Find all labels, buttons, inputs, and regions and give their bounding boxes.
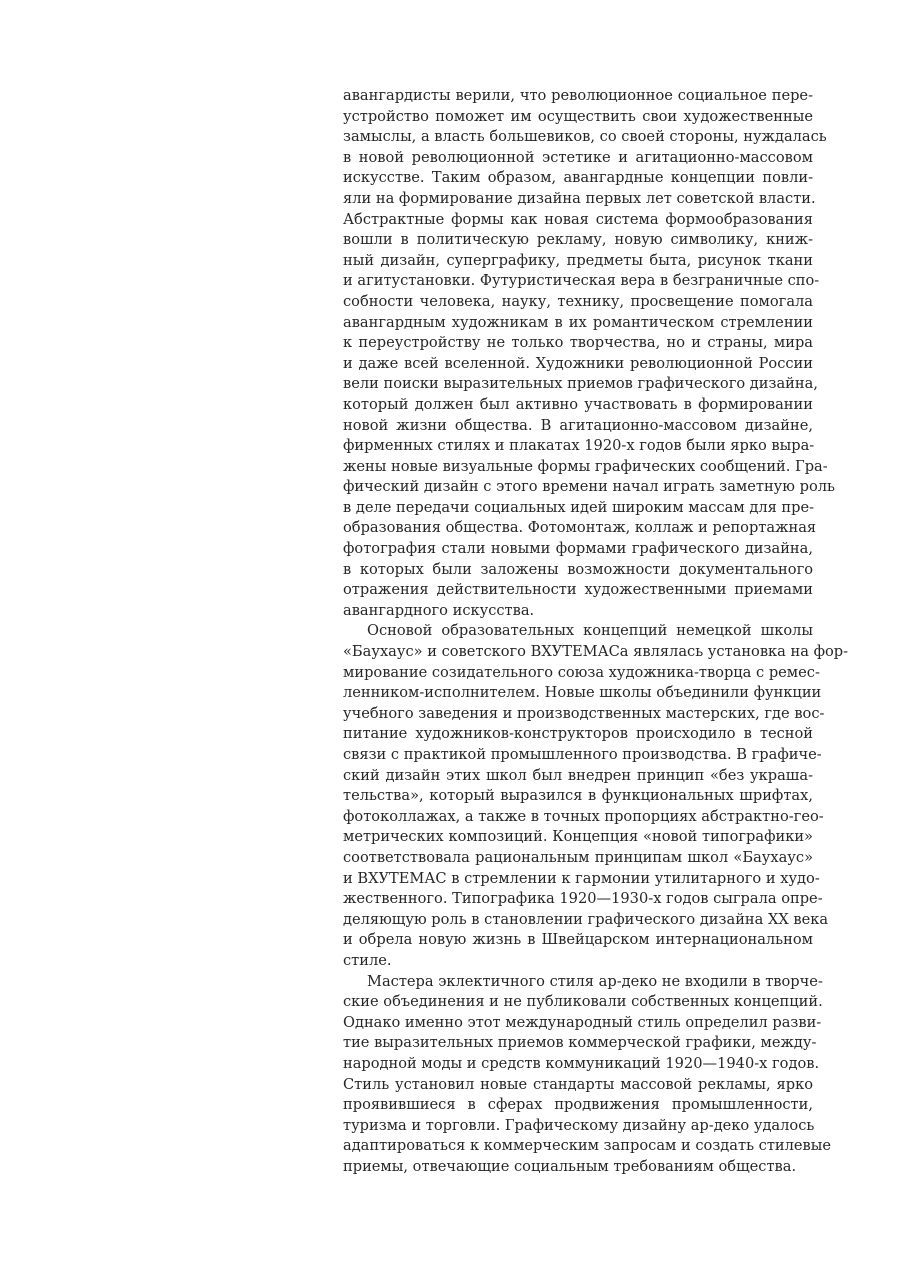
text-line: в которых были заложены возможности документального <box>343 560 813 578</box>
text-line: тие выразительных приемов коммерческой графики, между- <box>343 1034 817 1052</box>
text-line: Стиль установил новые стандарты массовой рекламы, ярко <box>343 1075 813 1093</box>
text-line: деляющую роль в становлении графического дизайна XX века <box>343 910 829 928</box>
text-line: устройство поможет им осуществить свои художественные <box>343 107 813 125</box>
text-line: новой жизни общества. В агитационно-массовом дизайне, <box>343 416 813 434</box>
text-line: учебного заведения и производственных мастерских, где вос- <box>343 704 825 722</box>
text-line: соответствовала рациональным принципам школ «Баухаус» <box>343 848 813 866</box>
text-line: жественного. Типографика 1920—1930-х годов сыграла опре- <box>343 890 823 908</box>
text-line: вошли в политическую рекламу, новую символику, книж- <box>343 231 813 249</box>
text-line: народной моды и средств коммуникаций 1920—1940-х годов. <box>343 1054 820 1072</box>
text-line: Однако именно этот международный стиль определил разви- <box>343 1013 822 1031</box>
text-line: отражения действительности художественными приемами <box>343 581 813 599</box>
text-line: связи с практикой промышленного производства. В графиче- <box>343 746 822 763</box>
text-line: яли на формирование дизайна первых лет советской власти. <box>343 189 816 207</box>
text-line: фический дизайн с этого времени начал играть заметную роль <box>343 478 835 496</box>
paragraph-bauhaus-vkhutemas <box>343 621 849 971</box>
text-line: искусстве. Таким образом, авангардные концепции повли- <box>343 169 813 187</box>
text-line-last: приемы, отвечающие социальным требованиям общества. <box>343 1157 797 1175</box>
text-line: и обрела новую жизнь в Швейцарском интернациональном <box>343 931 813 949</box>
text-line: вели поиски выразительных приемов графического дизайна, <box>343 375 818 393</box>
text-line: фотография стали новыми формами графического дизайна, <box>343 540 813 558</box>
text-line: замыслы, а власть большевиков, со своей стороны, нуждалась <box>343 128 827 146</box>
paragraph-avant-garde <box>343 86 835 621</box>
text-line: адаптироваться к коммерческим запросам и создать стилевые <box>343 1137 831 1155</box>
paragraph-art-deco <box>343 972 831 1178</box>
text-line: ский дизайн этих школ был внедрен принцип «без украша- <box>343 766 813 784</box>
text-line-last: стиле. <box>343 951 392 969</box>
text-line: и агитустановки. Футуристическая вера в безграничные спо- <box>343 272 820 290</box>
text-line-last: авангардного искусства. <box>343 601 535 619</box>
text-line: метрических композиций. Концепция «новой типографики» <box>343 828 813 846</box>
text-line: тельства», который выразился в функциональных шрифтах, <box>343 787 813 805</box>
text-line: ские объединения и не публиковали собственных концепций. <box>343 993 823 1011</box>
text-line: питание художников-конструкторов происходило в тесной <box>343 725 813 743</box>
text-line: мирование созидательного союза художника-творца с ремес- <box>343 663 820 681</box>
text-line: фотоколлажах, а также в точных пропорциях абстрактно-гео- <box>343 807 824 825</box>
text-line: «Баухаус» и советского ВХУТЕМАСа являлась установка на фор- <box>343 643 849 661</box>
text-line: образования общества. Фотомонтаж, коллаж и репортажная <box>343 519 817 537</box>
text-line: жены новые визуальные формы графических сообщений. Гра- <box>343 457 828 475</box>
text-line: и ВХУТЕМАС в стремлении к гармонии утилитарного и худо- <box>343 869 820 887</box>
text-line: авангардисты верили, что революционное социальное пере- <box>343 87 813 104</box>
text-line: в новой революционной эстетике и агитационно-массовом <box>343 148 813 166</box>
text-line: и даже всей вселенной. Художники революционной России <box>343 354 813 372</box>
text-line: туризма и торговли. Графическому дизайну ар-деко удалось <box>343 1116 815 1134</box>
text-line: ленником-исполнителем. Новые школы объединили функции <box>343 684 822 702</box>
text-line: собности человека, науку, технику, просвещение помогала <box>343 292 813 310</box>
body-text <box>343 86 849 1177</box>
text-line: ный дизайн, суперграфику, предметы быта, рисунок ткани <box>343 251 813 269</box>
text-line: Абстрактные формы как новая система формообразования <box>343 210 813 228</box>
text-line-first: Основой образовательных концепций немецкой школы <box>367 622 813 640</box>
text-line-first: Мастера эклектичного стиля ар-деко не входили в творче- <box>367 972 823 990</box>
text-line: авангардным художникам в их романтическом стремлении <box>343 313 813 331</box>
text-line: который должен был активно участвовать в формировании <box>343 395 813 413</box>
text-line: фирменных стилях и плакатах 1920-х годов были ярко выра- <box>343 437 815 455</box>
text-line: проявившиеся в сферах продвижения промышленности, <box>343 1096 813 1114</box>
text-line: к переустройству не только творчества, но и страны, мира <box>343 334 813 352</box>
text-line: в деле передачи социальных идей широким массам для пре- <box>343 498 815 516</box>
